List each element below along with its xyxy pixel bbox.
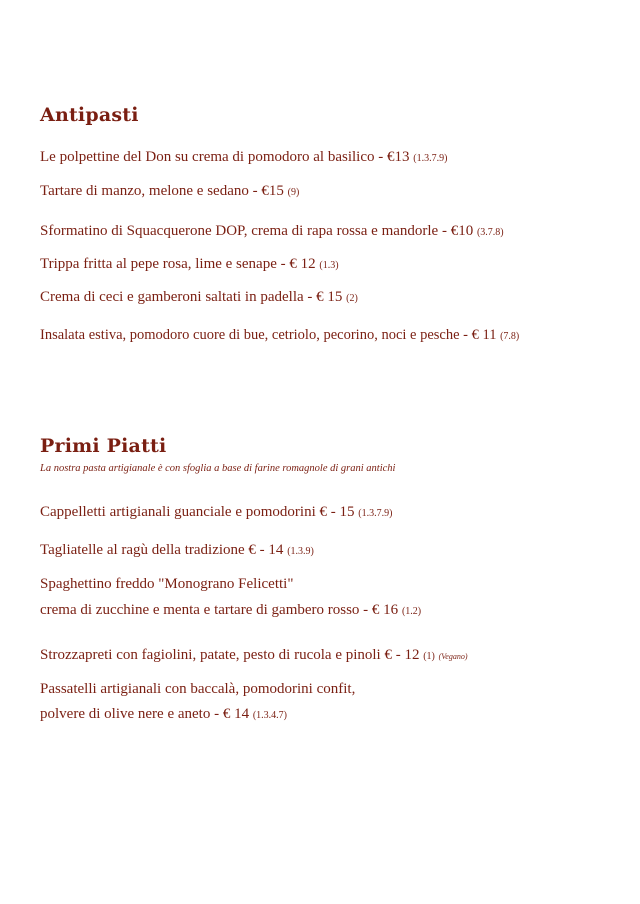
item-text: polvere di olive nere e aneto - € 14 (40, 706, 250, 722)
item-allergens: (1.3.7.9) (358, 508, 393, 519)
item-text: Tartare di manzo, melone e sedano - €15 (40, 183, 284, 199)
primi-item-tagliatelle (40, 542, 314, 559)
antipasti-item-polpettine (40, 149, 447, 166)
item-text: Strozzapreti con fagiolini, patate, pesto di rucola e pinoli € - 12 (40, 647, 420, 663)
item-text: Sformatino di Squacquerone DOP, crema di rapa rossa e mandorle - €10 (40, 223, 474, 239)
item-allergens: (2) (346, 293, 358, 304)
vegan-note: (Vegano) (438, 652, 468, 661)
primi-item-cappelletti (40, 504, 392, 521)
primi-subtitle: La nostra pasta artigianale è con sfoglia a base di farine romagnole di grani antichi (40, 463, 396, 474)
item-text: Le polpettine del Don su crema di pomodoro al basilico - €13 (40, 149, 410, 165)
antipasti-title: Antipasti (40, 104, 139, 126)
primi-title: Primi Piatti (40, 435, 167, 457)
item-allergens: (1.3) (319, 260, 339, 271)
item-allergens: (1) (423, 651, 435, 662)
item-allergens: (1.3.9) (287, 546, 314, 557)
antipasti-item-trippa (40, 256, 339, 273)
item-text: Tagliatelle al ragù della tradizione € - 14 (40, 542, 284, 558)
primi-item-strozzapreti (40, 647, 468, 664)
primi-item-spaghettino (40, 602, 421, 619)
item-text: crema di zucchine e menta e tartare di gambero rosso - € 16 (40, 602, 399, 618)
item-text: Insalata estiva, pomodoro cuore di bue, cetriolo, pecorino, noci e pesche - € 11 (40, 327, 497, 343)
item-allergens: (1.3.7.9) (413, 153, 448, 164)
item-text: Cappelletti artigianali guanciale e pomodorini € - 15 (40, 504, 355, 520)
item-text: Crema di ceci e gamberoni saltati in padella - € 15 (40, 289, 343, 305)
item-allergens: (7.8) (500, 331, 520, 342)
primi-item-passatelli-line1: Passatelli artigianali con baccalà, pomodorini confit, (40, 681, 356, 697)
primi-item-spaghettino-line1: Spaghettino freddo "Monograno Felicetti" (40, 576, 294, 592)
item-allergens: (1.2) (401, 606, 422, 617)
primi-item-passatelli (40, 706, 287, 723)
item-allergens: (9) (287, 187, 300, 198)
antipasti-item-sformatino (40, 223, 504, 240)
item-text: Trippa fritta al pepe rosa, lime e senape - € 12 (40, 256, 316, 272)
item-allergens: (3.7.8) (476, 227, 504, 238)
item-allergens: (1.3.4.7) (252, 710, 288, 721)
antipasti-item-crema-ceci (40, 289, 358, 306)
antipasti-item-tartare (40, 183, 299, 200)
antipasti-item-insalata (40, 327, 519, 344)
